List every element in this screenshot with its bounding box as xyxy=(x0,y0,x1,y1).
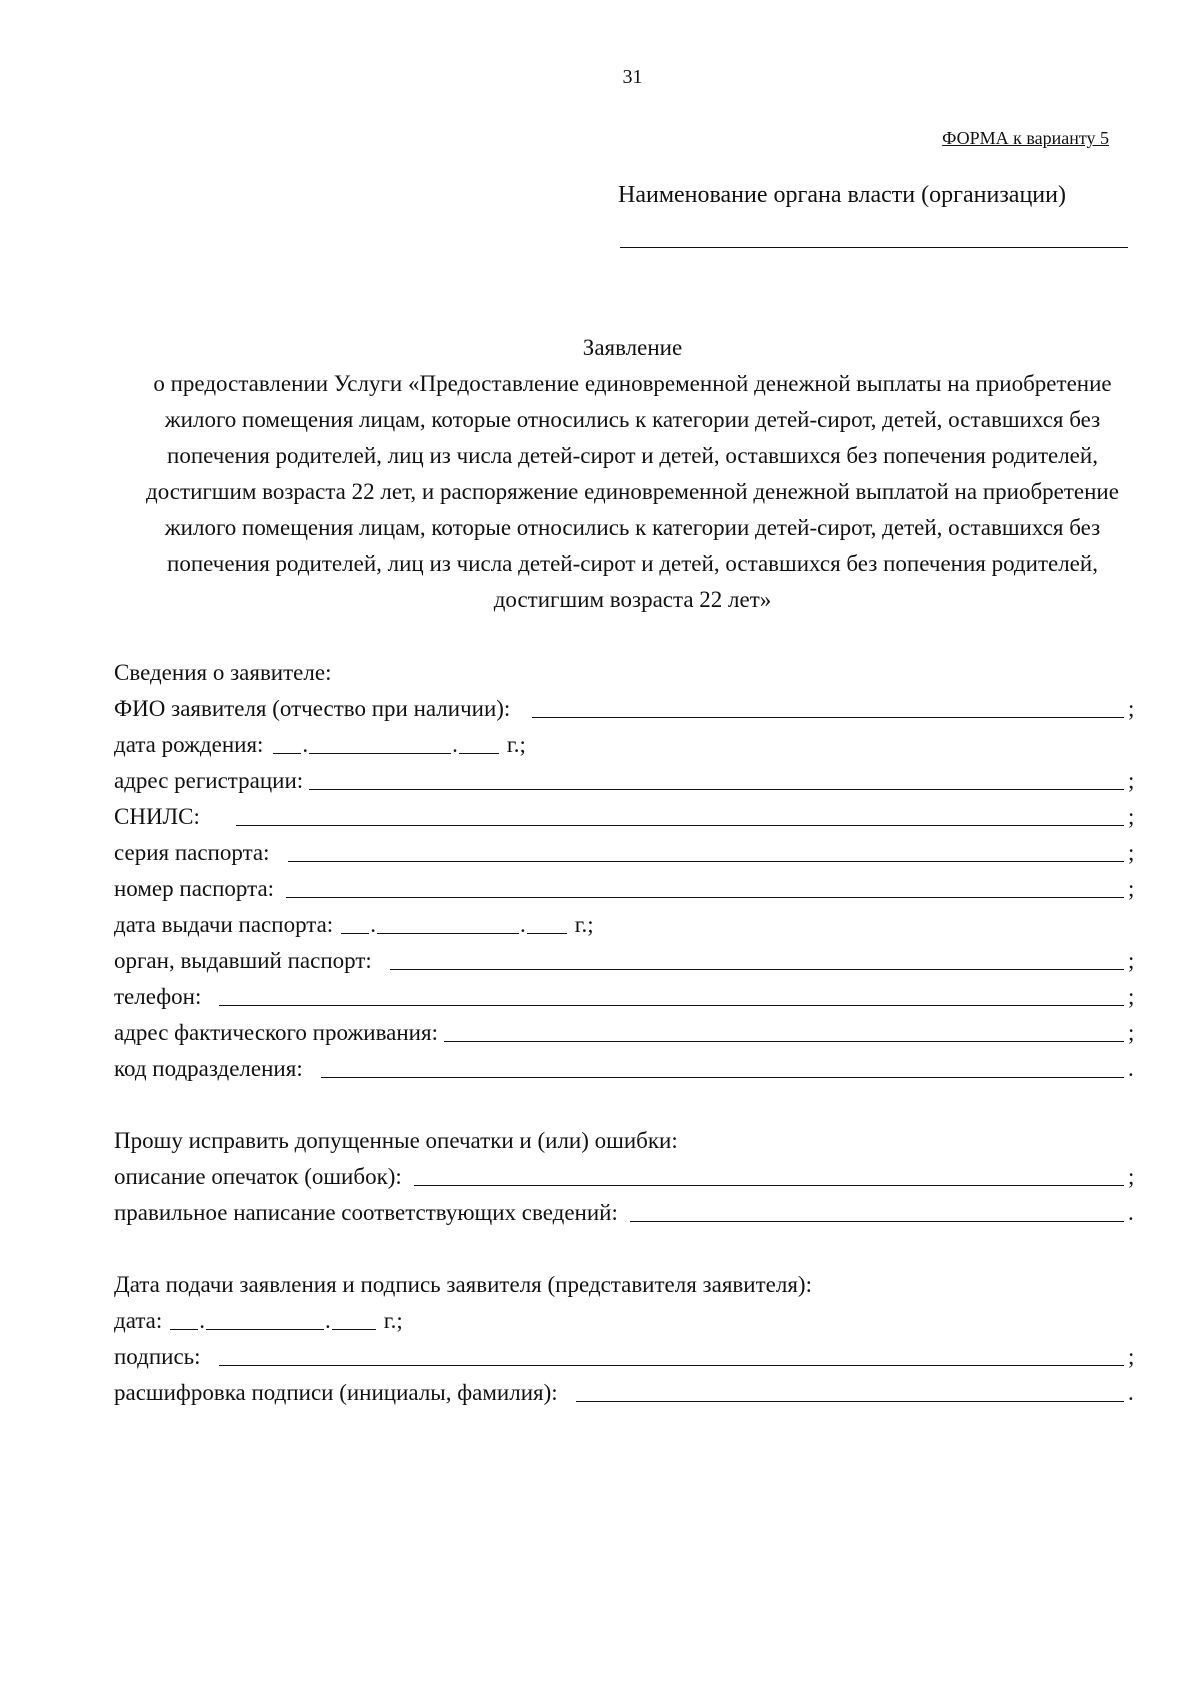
fio-label: ФИО заявителя (отчество при наличии): xyxy=(114,696,511,721)
birth-date-field xyxy=(114,731,526,759)
phone-input-line[interactable] xyxy=(219,1005,1124,1006)
typo-description-field xyxy=(114,1163,1136,1191)
line-end: ; xyxy=(1128,804,1135,829)
division-code-label: код подразделения: xyxy=(114,1056,303,1081)
passport-issuer-input-line[interactable] xyxy=(390,969,1124,970)
authority-label: Наименование органа власти (организации) xyxy=(618,182,1066,208)
phone-label: телефон: xyxy=(114,984,202,1009)
signature-decoding-label: расшифровка подписи (инициалы, фамилия): xyxy=(114,1380,558,1405)
line-end: ; xyxy=(1128,696,1135,721)
date-separator: . xyxy=(370,912,376,937)
line-end: ; xyxy=(1128,840,1135,865)
document-heading xyxy=(100,330,1165,618)
passport-series-label: серия паспорта: xyxy=(114,840,270,865)
subtitle-line: о предоставлении Услуги «Предоставление единовременной денежной выплаты на приобретение xyxy=(153,371,1112,396)
form-reference: ФОРМА к варианту 5 xyxy=(942,128,1109,148)
birth-date-label: дата рождения: xyxy=(114,732,264,757)
passport-series-field xyxy=(114,839,1136,867)
issue-month-line[interactable] xyxy=(377,933,519,934)
year-suffix: г.; xyxy=(506,732,526,757)
date-separator: . xyxy=(325,1308,331,1333)
birth-year-line[interactable] xyxy=(459,753,499,754)
line-end: . xyxy=(1128,1380,1134,1405)
line-end: ; xyxy=(1128,948,1135,973)
line-end: . xyxy=(1128,1200,1134,1225)
reg-address-label: адрес регистрации: xyxy=(114,768,304,793)
actual-address-field xyxy=(114,1019,1136,1047)
division-code-input-line[interactable] xyxy=(321,1077,1124,1078)
date-separator: . xyxy=(199,1308,205,1333)
subtitle-line: достигшим возраста 22 лет, и распоряжение единовременной денежной выплатой на приобретение xyxy=(146,479,1119,504)
passport-issue-date-label: дата выдачи паспорта: xyxy=(114,912,334,937)
line-end: ; xyxy=(1128,1164,1135,1189)
passport-number-field xyxy=(114,875,1136,903)
snils-input-line[interactable] xyxy=(236,825,1124,826)
passport-issuer-label: орган, выдавший паспорт: xyxy=(114,948,372,973)
correction-heading: Прошу исправить допущенные опечатки и (или) ошибки: xyxy=(114,1128,678,1153)
snils-field xyxy=(114,803,1136,831)
applicant-heading: Сведения о заявителе: xyxy=(114,660,332,685)
actual-address-input-line[interactable] xyxy=(444,1041,1124,1042)
line-end: ; xyxy=(1128,768,1135,793)
passport-issuer-field xyxy=(114,947,1136,975)
date-separator: . xyxy=(452,732,458,757)
correct-spelling-field xyxy=(114,1199,1136,1227)
correct-spelling-label: правильное написание соответствующих сведений: xyxy=(114,1200,618,1225)
authority-name-line[interactable] xyxy=(620,247,1128,248)
submission-date-label: дата: xyxy=(114,1308,163,1333)
document-title: Заявление xyxy=(582,335,683,360)
line-end: ; xyxy=(1128,1344,1135,1369)
signature-label: подпись: xyxy=(114,1344,201,1369)
signature-input-line[interactable] xyxy=(219,1365,1124,1366)
birth-day-line[interactable] xyxy=(273,753,301,754)
fio-field xyxy=(114,695,1136,723)
date-separator: . xyxy=(302,732,309,757)
passport-issue-date-field xyxy=(114,911,594,939)
typo-description-input-line[interactable] xyxy=(414,1185,1124,1186)
signature-decoding-input-line[interactable] xyxy=(576,1401,1124,1402)
date-separator: . xyxy=(519,912,526,937)
line-end: ; xyxy=(1128,876,1135,901)
year-suffix: г.; xyxy=(574,912,594,937)
reg-address-input-line[interactable] xyxy=(309,789,1124,790)
passport-series-input-line[interactable] xyxy=(288,861,1125,862)
division-code-field xyxy=(114,1055,1136,1083)
line-end: ; xyxy=(1128,984,1135,1009)
signature-decoding-field xyxy=(114,1379,1136,1407)
year-suffix: г.; xyxy=(383,1308,403,1333)
line-end: ; xyxy=(1128,1020,1135,1045)
submission-year-line[interactable] xyxy=(332,1329,376,1330)
passport-number-label: номер паспорта: xyxy=(114,876,275,901)
actual-address-label: адрес фактического проживания: xyxy=(114,1020,438,1045)
page-number: 31 xyxy=(622,66,643,88)
subtitle-line: попечения родителей, лиц из числа детей-сирот и детей, оставшихся без попечения родителей, xyxy=(167,551,1098,576)
issue-day-line[interactable] xyxy=(341,933,369,934)
fio-input-line[interactable] xyxy=(532,717,1124,718)
submission-date-field xyxy=(114,1307,403,1335)
phone-field xyxy=(114,983,1136,1011)
subtitle-line: попечения родителей, лиц из числа детей-сирот и детей, оставшихся без попечения родителей, xyxy=(167,443,1098,468)
submission-day-line[interactable] xyxy=(170,1329,198,1330)
submission-month-line[interactable] xyxy=(206,1329,324,1330)
subtitle-line: жилого помещения лицам, которые относились к категории детей-сирот, детей, оставшихся без xyxy=(164,515,1101,540)
correct-spelling-input-line[interactable] xyxy=(630,1221,1124,1222)
subtitle-line: жилого помещения лицам, которые относились к категории детей-сирот, детей, оставшихся без xyxy=(164,407,1101,432)
passport-number-input-line[interactable] xyxy=(286,897,1124,898)
birth-month-line[interactable] xyxy=(309,753,451,754)
typo-description-label: описание опечаток (ошибок): xyxy=(114,1164,402,1189)
reg-address-field xyxy=(114,767,1136,795)
subtitle-line: достигшим возраста 22 лет» xyxy=(493,587,772,612)
snils-label: СНИЛС: xyxy=(114,804,200,829)
issue-year-line[interactable] xyxy=(527,933,567,934)
signature-field xyxy=(114,1343,1136,1371)
line-end: . xyxy=(1128,1056,1134,1081)
signature-heading: Дата подачи заявления и подпись заявителя (представителя заявителя): xyxy=(114,1272,812,1297)
